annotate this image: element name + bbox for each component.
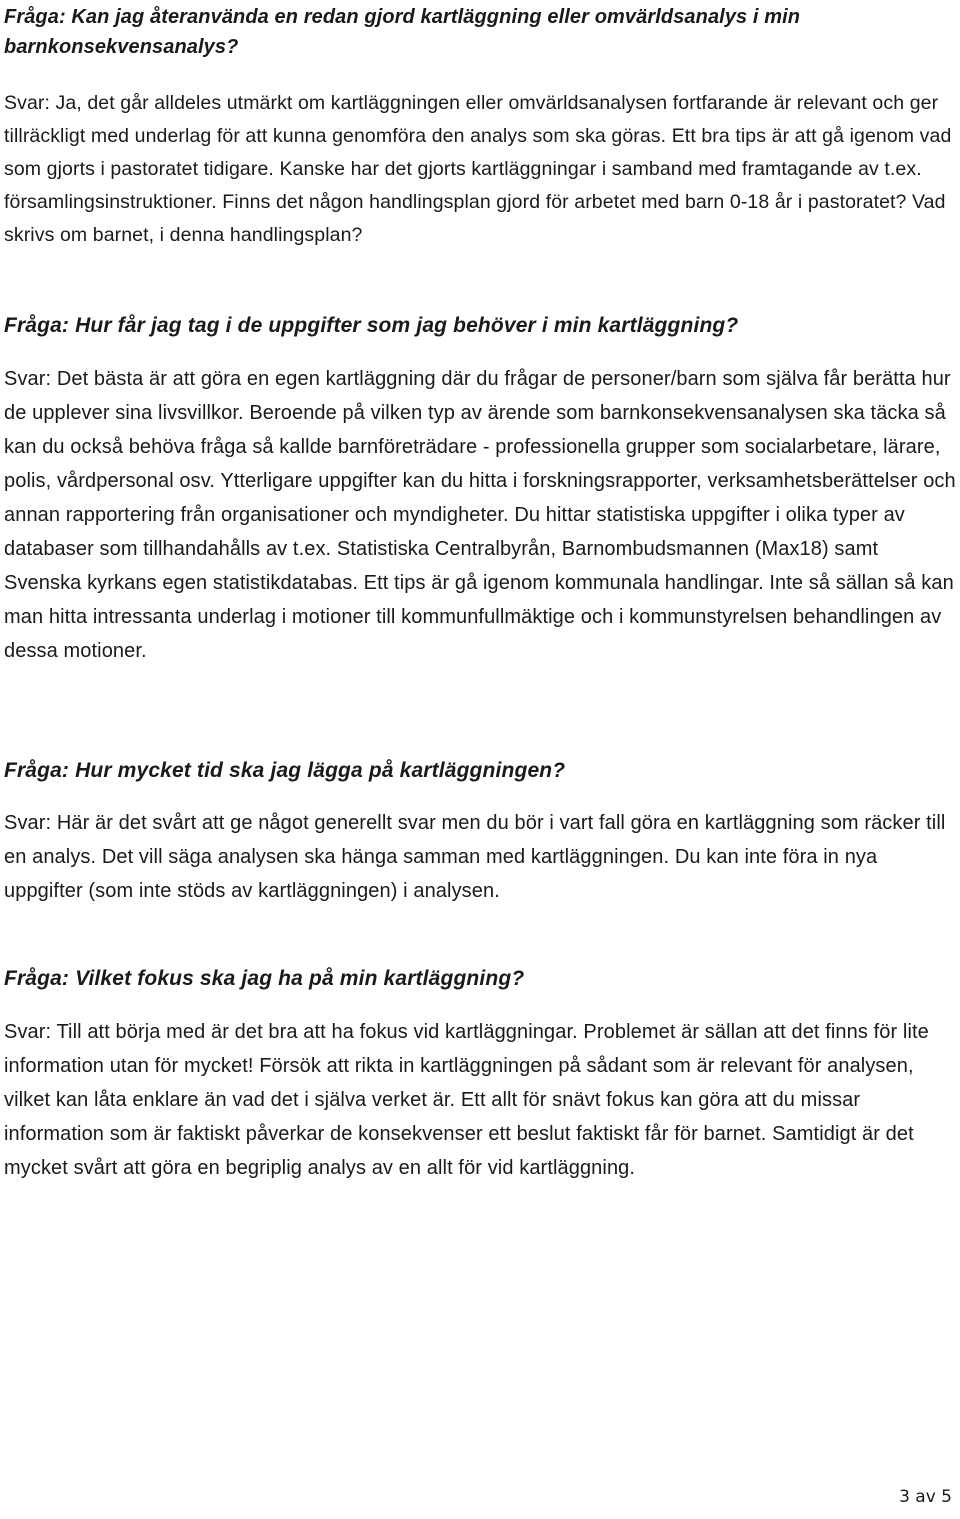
page-number: 3 av 5 <box>899 1487 952 1507</box>
question-3-heading: Fråga: Hur mycket tid ska jag lägga på kartläggningen? <box>4 759 566 782</box>
answer-2-paragraph: Svar: Det bästa är att göra en egen kartläggning där du frågar de personer/barn som själva får berätta hur de upplever sina livsvillkor. Beroende på vilken typ av ärende som barnkonsekvensanalysen ska täcka så kan du också behöva fråga så kallde barnföreträdare - professionella grupper som socialarbetare, lärare, polis, vårdpersonal osv. Ytterligare uppgifter kan du hitta i forskningsrapporter, verksamhetsberättelser och annan rapportering från organisationer och myndigheter. Du hittar statistiska uppgifter i olika typer av databaser som tillhandahålls av t.ex. Statistiska Centralbyrån, Barnombudsmannen (Max18) samt Svenska kyrkans egen statistikdatabas. Ett tips är gå igenom kommunala handlingar. Inte så sällan så kan man hitta intressanta underlag i motioner till kommunfullmäktige och i kommunstyrelsen behandlingen av dessa motioner. <box>4 368 956 662</box>
question-2-heading: Fråga: Hur får jag tag i de uppgifter som jag behöver i min kartläggning? <box>4 314 739 337</box>
answer-4-paragraph: Svar: Till att börja med är det bra att ha fokus vid kartläggningar. Problemet är sällan att det finns för lite information utan för mycket! Försök att rikta in kartläggningen på sådant som är relevant för analysen, vilket kan låta enklare än vad det i själva verket är. Ett allt för snävt fokus kan göra att du missar information som är faktiskt påverkar de konsekvenser ett beslut faktiskt får för barnet. Samtidigt är det mycket svårt att göra en begriplig analys av en allt för vid kartläggning. <box>4 1021 929 1179</box>
question-4-heading: Fråga: Vilket fokus ska jag ha på min kartläggning? <box>4 967 525 990</box>
answer-1-paragraph: Svar: Ja, det går alldeles utmärkt om kartläggningen eller omvärldsanalysen fortfarande är relevant och ger tillräckligt med underlag för att kunna genomföra den analys som ska göras. Ett bra tips är att gå igenom vad som gjorts i pastoratet tidigare. Kanske har det gjorts kartläggningar i samband med framtagande av t.ex. församlingsinstruktioner. Finns det någon handlingsplan gjord för arbetet med barn 0-18 år i pastoratet? Vad skrivs om barnet, i denna handlingsplan? <box>4 92 952 246</box>
question-1-heading: Fråga: Kan jag återanvända en redan gjord kartläggning eller omvärldsanalys i min barnkonsekvensanalys? <box>4 6 801 58</box>
answer-3-paragraph: Svar: Här är det svårt att ge något generellt svar men du bör i vart fall göra en kartläggning som räcker till en analys. Det vill säga analysen ska hänga samman med kartläggningen. Du kan inte föra in nya uppgifter (som inte stöds av kartläggningen) i analysen. <box>4 812 946 902</box>
